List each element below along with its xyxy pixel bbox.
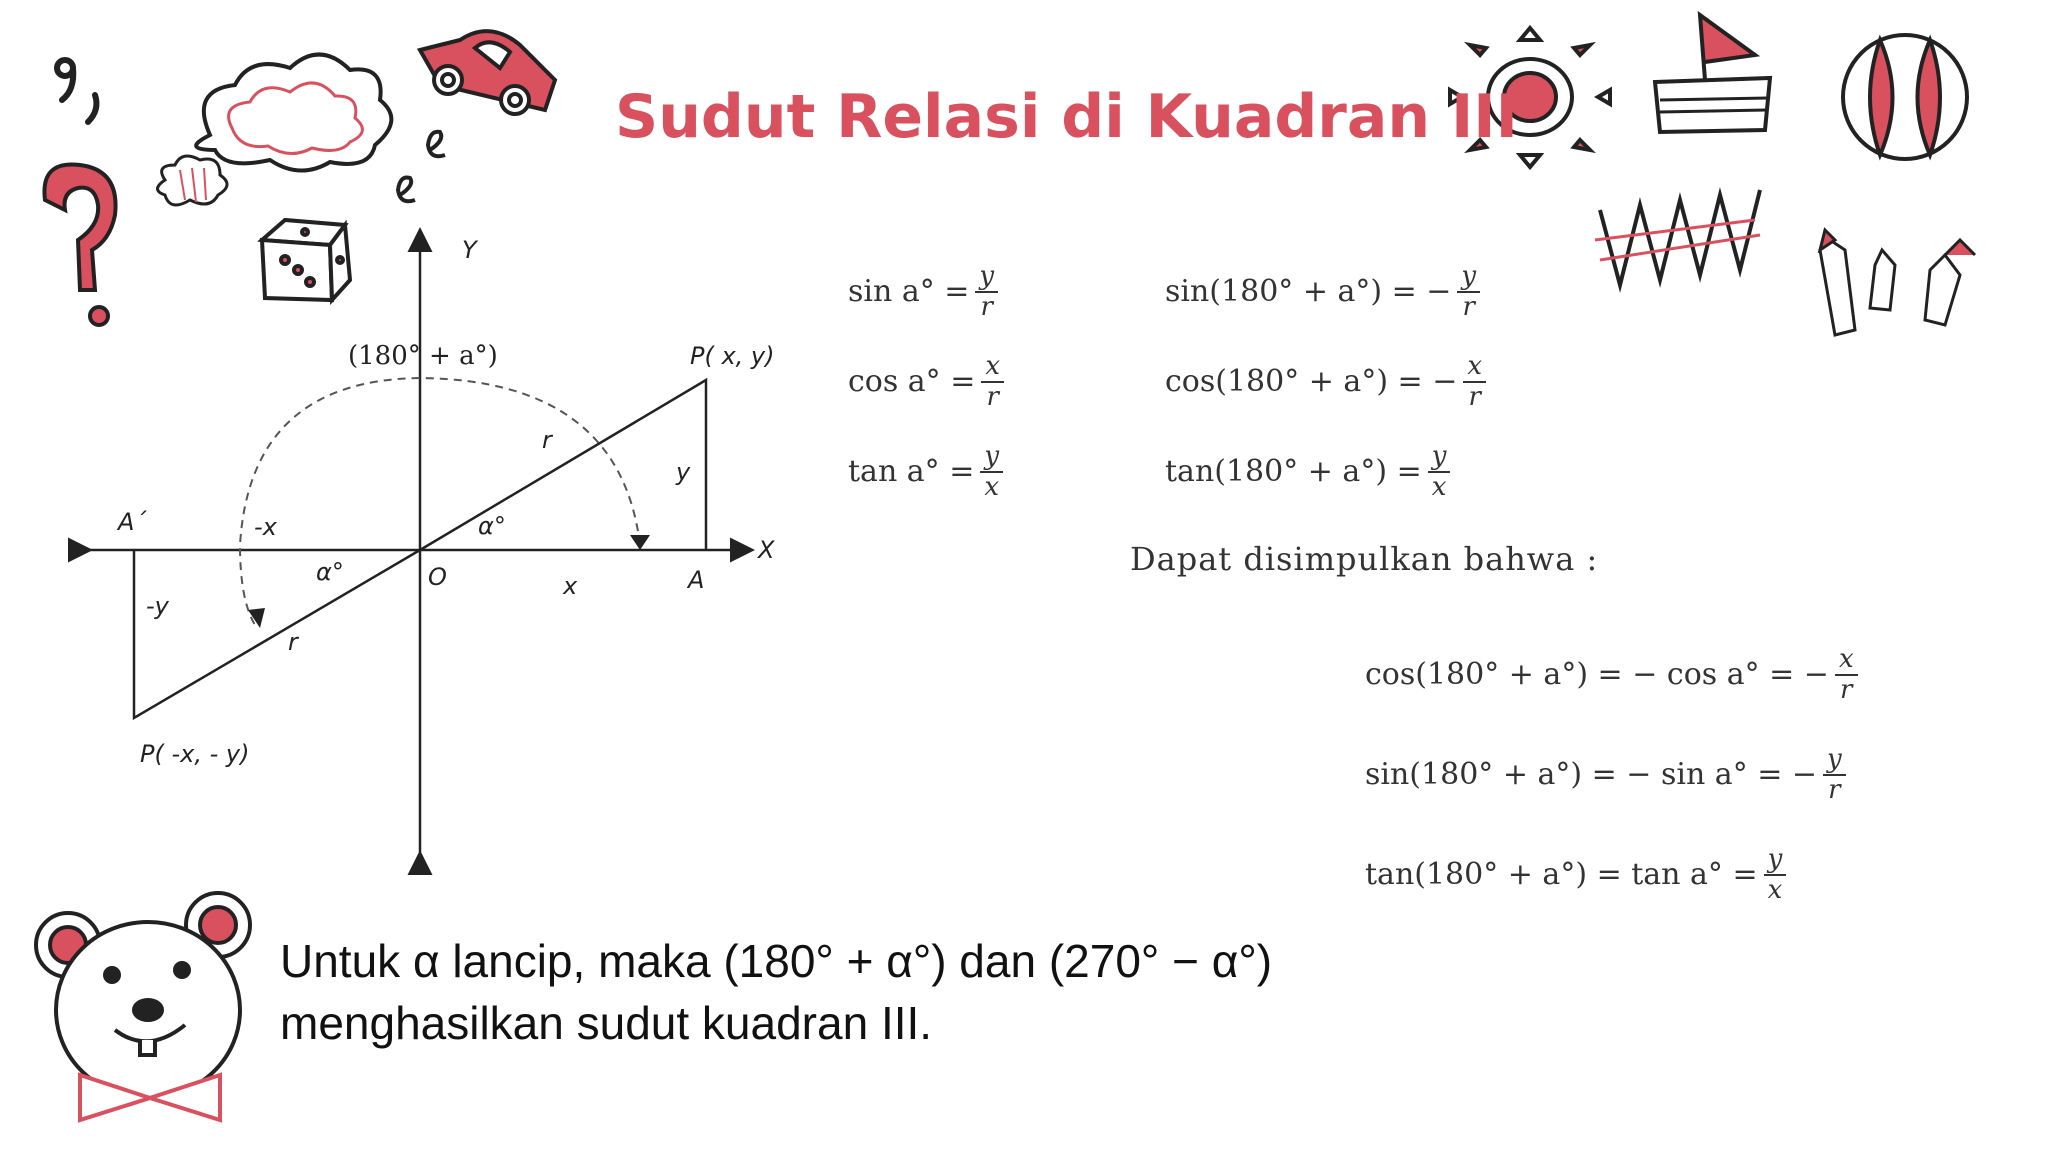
- formula-tan: tan a° = $\frac{y}{x}$: [848, 442, 1003, 501]
- label-r-lower: r: [288, 628, 298, 656]
- formula-cos: cos a° = $\frac{x}{r}$: [848, 352, 1004, 411]
- slide-title: Sudut Relasi di Kuadran III: [615, 82, 1518, 152]
- label-alpha-lower: α°: [316, 558, 344, 586]
- label-origin: O: [428, 563, 447, 591]
- label-y-neg: -y: [146, 592, 169, 620]
- formula-cos-relation: cos(180° + a°) = − $\frac{x}{r}$: [1165, 352, 1486, 411]
- label-y-pos: y: [676, 458, 691, 486]
- label-alpha-upper: α°: [478, 512, 506, 540]
- label-x-axis: X: [758, 536, 775, 564]
- formula-sin-relation: sin(180° + a°) = − $\frac{y}{r}$: [1165, 262, 1480, 321]
- conclusion-label: Dapat disimpulkan bahwa :: [1130, 540, 1599, 578]
- caption-text: Untuk α lancip, maka (180° + α°) dan (270° − α°) menghasilkan sudut kuadran III.: [280, 935, 1273, 1049]
- label-y-axis: Y: [462, 236, 477, 264]
- conclusion-tan: tan(180° + a°) = tan a° = $\frac{y}{x}$: [1365, 845, 1786, 904]
- label-point-p: P( x, y): [690, 342, 775, 370]
- label-angle: (180° + a°): [348, 341, 498, 371]
- arc-arrow-right: [630, 535, 650, 550]
- label-a-right: A: [688, 566, 705, 594]
- conclusion-cos: cos(180° + a°) = − cos a° = − $\frac{x}{r}$: [1365, 645, 1858, 704]
- label-x-neg: -x: [254, 513, 277, 541]
- label-point-p-neg: P( -x, - y): [140, 740, 250, 768]
- label-r-upper: r: [542, 426, 552, 454]
- triangle-quadrant-i: [420, 380, 706, 550]
- triangle-quadrant-iii: [134, 550, 420, 718]
- label-a-left: A´: [118, 508, 147, 536]
- formula-tan-relation: tan(180° + a°) = $\frac{y}{x}$: [1165, 442, 1450, 501]
- formula-sin: sin a° = $\frac{y}{r}$: [848, 262, 998, 321]
- label-x-pos: x: [563, 572, 578, 600]
- conclusion-sin: sin(180° + a°) = − sin a° = − $\frac{y}{r}$: [1365, 745, 1846, 804]
